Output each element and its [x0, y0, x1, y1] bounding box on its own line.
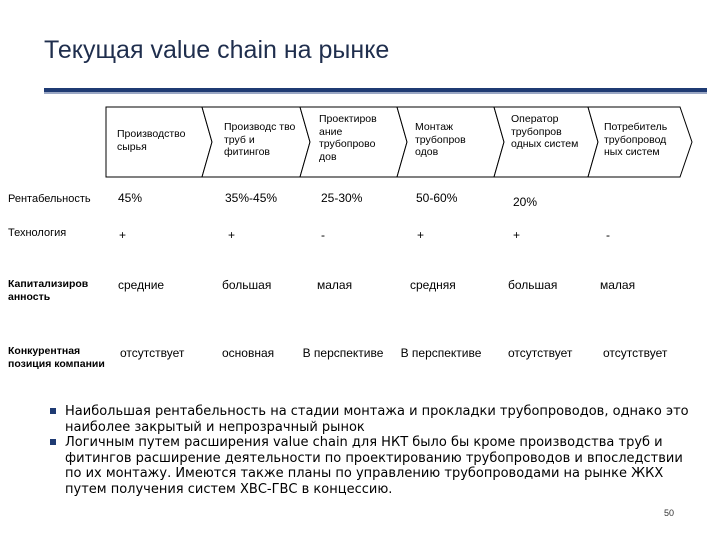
row-label-capitalization: Капитализиров анность: [8, 278, 89, 303]
profitability-cell: 50-60%: [416, 191, 458, 205]
stage-label-2: Производс тво труб и фитингов: [224, 121, 296, 158]
row-label-profitability: Рентабельность: [8, 193, 91, 205]
technology-cell: +: [228, 228, 236, 242]
page-title: Текущая value chain на рынке: [44, 36, 390, 64]
capital-cell: большая: [222, 278, 272, 292]
technology-cell: +: [417, 228, 425, 242]
competition-cell: отсутствует: [120, 346, 185, 360]
stage-label-1: Производство сырья: [117, 128, 186, 153]
profitability-cell: 20%: [513, 195, 538, 209]
competition-cell: В перспективе: [400, 346, 482, 360]
conclusion-bullet: [50, 435, 690, 497]
stage-label-4: Монтаж трубопров одов: [415, 121, 466, 158]
technology-cell: -: [321, 228, 325, 242]
technology-cell: +: [119, 228, 127, 242]
bullet-text: Логичным путем расширения value chain для НКТ было бы кроме производства труб и фитингов расширение деятельности по проектированию трубопроводов и впоследствии по их монтажу. Имеются также планы по управлению трубопроводами на рынке ЖКХ путем получения систем ХВС-ГВС в концессию.: [65, 435, 683, 497]
stage-label-3: Проектиров ание трубопрово дов: [319, 113, 377, 163]
profitability-cell: 25-30%: [321, 191, 363, 205]
bullet-square-icon: [50, 408, 56, 414]
bullet-square-icon: [50, 439, 56, 445]
page-number: 50: [664, 508, 675, 518]
profitability-cell: 45%: [118, 191, 143, 205]
capital-cell: средние: [118, 278, 165, 292]
competition-cell: отсутствует: [603, 346, 668, 360]
row-label-technology: Технология: [8, 227, 67, 239]
competition-cell: В перспективе: [302, 346, 384, 360]
value-chain-diagram: [0, 0, 720, 200]
technology-cell: -: [606, 228, 610, 242]
stage-label-5: Оператор трубопров одных систем: [511, 113, 579, 150]
competition-cell: основная: [222, 346, 275, 360]
capital-cell: малая: [317, 278, 353, 292]
conclusions-list: [50, 404, 690, 497]
row-label-competition: Конкурентная позиция компании: [8, 345, 105, 370]
capital-cell: большая: [508, 278, 558, 292]
conclusion-bullet: [50, 404, 690, 435]
competition-cell: отсутствует: [508, 346, 573, 360]
bullet-text: Наибольшая рентабельность на стадии монтажа и прокладки трубопроводов, однако это наиболее закрытый и непрозрачный рынок: [65, 404, 689, 435]
capital-cell: средняя: [410, 278, 456, 292]
stage-label-6: Потребитель трубопровод ных систем: [604, 121, 668, 158]
technology-cell: +: [513, 228, 521, 242]
capital-cell: малая: [600, 278, 636, 292]
profitability-cell: 35%-45%: [225, 191, 278, 205]
